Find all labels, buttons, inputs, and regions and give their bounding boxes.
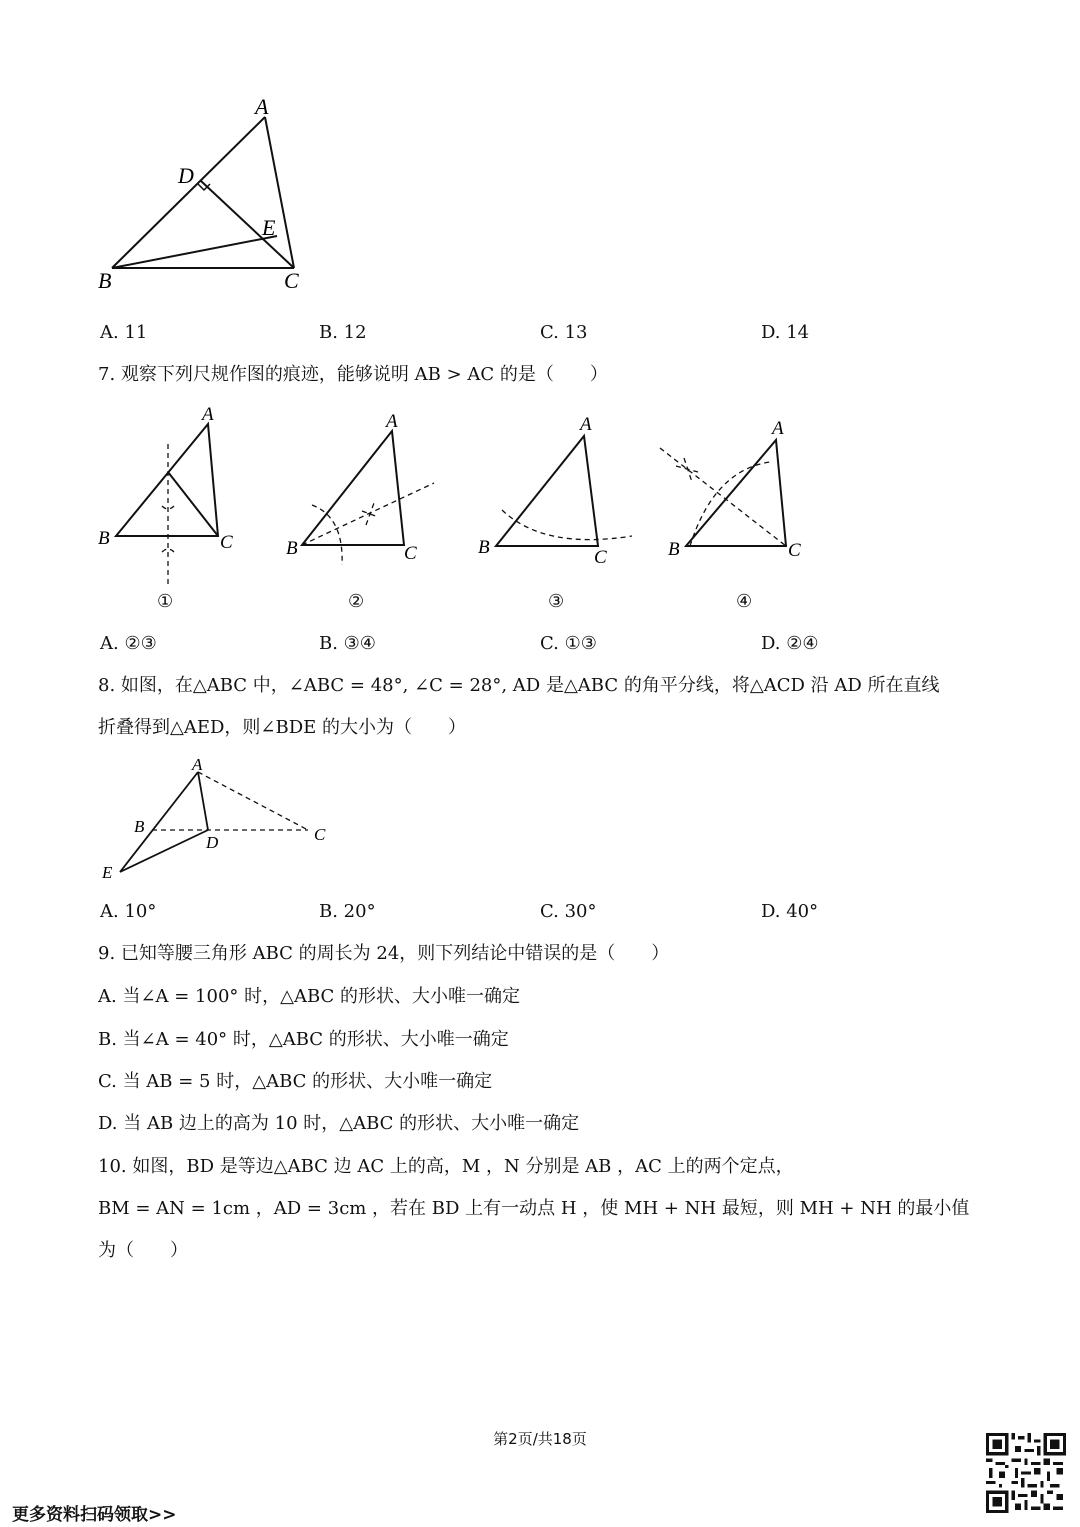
label-C: C xyxy=(314,825,326,844)
q8-question-line1: 8. 如图，在△ABC 中，∠ABC = 48°, ∠C = 28°, AD 是△ABC 的角平分线，将△ACD 沿 AD 所在直线 xyxy=(98,675,940,696)
q7-caption-3: ③ xyxy=(548,591,565,612)
q7-caption-1: ① xyxy=(157,591,174,612)
q8-question-line2: 折叠得到△AED，则∠BDE 的大小为（ ） xyxy=(98,717,467,738)
q8-option-d: D. 40° xyxy=(761,901,819,922)
q9-option-a: A. 当∠A = 100° 时，△ABC 的形状、大小唯一确定 xyxy=(98,986,521,1007)
label-C: C xyxy=(220,532,233,553)
q7-option-a: A. ②③ xyxy=(100,633,157,654)
label-A: A xyxy=(386,411,398,432)
label-B: B xyxy=(98,528,110,549)
q10-question-line1: 10. 如图，BD 是等边△ABC 边 AC 上的高，M ，N 分别是 AB ，AC 上的两个定点， xyxy=(98,1156,794,1177)
q7-caption-2: ② xyxy=(348,591,365,612)
q7-option-d: D. ②④ xyxy=(761,633,819,654)
figure-q8-fold xyxy=(96,758,346,888)
label-A: A xyxy=(202,404,214,425)
q7-caption-4: ④ xyxy=(736,591,753,612)
label-D: D xyxy=(206,833,219,852)
qr-code-icon[interactable] xyxy=(986,1433,1066,1513)
label-B: B xyxy=(286,538,298,559)
figure-q7-1 xyxy=(92,400,252,590)
label-A: A xyxy=(772,418,784,439)
figure-q7-2 xyxy=(282,405,452,575)
q6-option-c: C. 13 xyxy=(540,322,588,343)
label-C: C xyxy=(404,543,417,564)
q8-option-b: B. 20° xyxy=(319,901,376,922)
page-number: 第2页/共18页 xyxy=(493,1430,587,1448)
q7-option-c: C. ①③ xyxy=(540,633,597,654)
q10-question-line2: BM = AN = 1cm ，AD = 3cm ，若在 BD 上有一动点 H ，使 MH + NH 最短，则 MH + NH 的最小值 xyxy=(98,1198,970,1219)
figure-q6-triangle xyxy=(90,90,330,300)
q9-option-d: D. 当 AB 边上的高为 10 时，△ABC 的形状、大小唯一确定 xyxy=(98,1113,580,1134)
label-C: C xyxy=(594,547,607,568)
q6-option-b: B. 12 xyxy=(319,322,367,343)
q6-option-d: D. 14 xyxy=(761,322,810,343)
label-E: E xyxy=(262,215,276,240)
q9-question: 9. 已知等腰三角形 ABC 的周长为 24，则下列结论中错误的是（ ） xyxy=(98,943,670,964)
label-B: B xyxy=(134,817,145,836)
q7-question: 7. 观察下列尺规作图的痕迹，能够说明 AB > AC 的是（ ） xyxy=(98,364,608,385)
q8-option-c: C. 30° xyxy=(540,901,597,922)
label-E: E xyxy=(102,863,113,882)
q6-option-a: A. 11 xyxy=(100,322,148,343)
label-C: C xyxy=(788,540,801,561)
q7-option-b: B. ③④ xyxy=(319,633,376,654)
label-B: B xyxy=(478,537,490,558)
q10-question-line3: 为（ ） xyxy=(98,1240,188,1261)
label-D: D xyxy=(178,163,194,188)
label-B: B xyxy=(98,268,112,293)
q8-option-a: A. 10° xyxy=(100,901,157,922)
label-C: C xyxy=(284,268,299,293)
label-A: A xyxy=(580,414,592,435)
label-A: A xyxy=(192,758,203,774)
figure-q7-4 xyxy=(654,410,824,580)
more-resources-link[interactable]: 更多资料扫码领取>> xyxy=(12,1505,177,1525)
label-B: B xyxy=(668,539,680,560)
figure-q7-3 xyxy=(474,410,644,580)
q9-option-c: C. 当 AB = 5 时，△ABC 的形状、大小唯一确定 xyxy=(98,1071,493,1092)
label-A: A xyxy=(255,94,269,119)
q9-option-b: B. 当∠A = 40° 时，△ABC 的形状、大小唯一确定 xyxy=(98,1029,509,1050)
